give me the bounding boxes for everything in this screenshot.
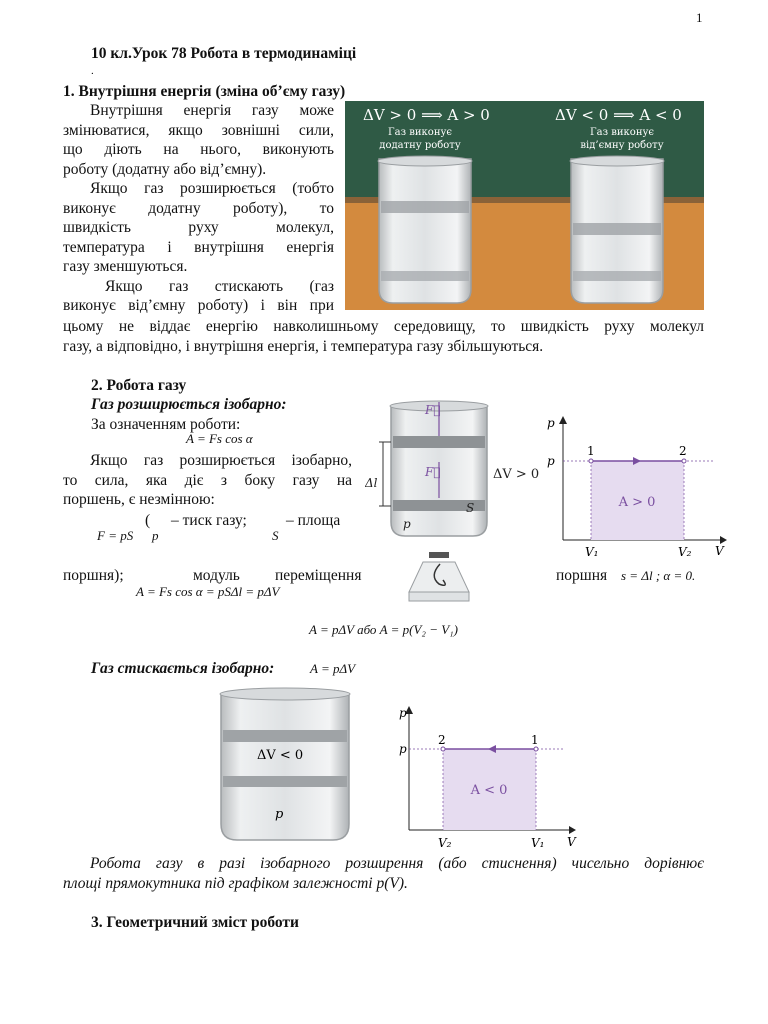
text-line: Внутрішня енергія газу може [90,102,334,119]
work-definition-line: За означенням роботи: [91,416,241,433]
board-left-formula: ΔV > 0 ⟹ A > 0 [363,106,490,124]
compression-beaker-illustration [215,684,360,844]
text-fragment: поршня [556,567,608,584]
work-area-label: A > 0 [618,495,656,510]
section1-text [63,101,334,316]
board-left-caption: Газ виконує [388,127,452,138]
v-axis-label: V [715,544,724,558]
section2-heading: 2. Робота газу [91,377,187,394]
force-label: F⃗ [425,465,441,479]
text-line: Якщо газ розширюється (тобто [90,180,334,197]
text-line: швидкість руху молекул, [63,219,334,236]
text-line: цьому не віддає енергію навколишньому середовищу, то швидкість руху молекул [63,318,704,335]
area-note [63,854,704,893]
v1-label: V₁ [585,545,599,559]
section1-heading: 1. Внутрішня енергія (зміна об’єму газу) [63,83,346,100]
board-right-caption: Газ виконує [590,127,654,138]
compression-formula: A = pΔV [310,661,356,676]
text-line: то сила, яка діє з боку газу на [63,471,352,489]
text-line: температура і внутрішня енергія [63,238,334,256]
p-axis-label: p [399,706,407,720]
p-level-label: p [399,742,407,756]
work-chain-formula: A = Fs cos α = pSΔl = pΔV [136,584,280,599]
text-line: газу зменшуються. [63,258,188,275]
section1-text-wide [63,317,704,356]
text-fragment: модуль [193,567,240,584]
v1-label: V₁ [531,836,545,850]
text-fragment: – тиск газу; [171,512,247,529]
board-left-caption: додатну роботу [379,140,461,151]
text-line: змінюватися, якщо зовнішні сили, [63,121,334,139]
formula-p: p [152,528,159,543]
isobaric-expansion-subheading: Газ розширюється ізобарно: [91,396,287,413]
text-line: Робота газу в разі ізобарного розширення (або стиснення) чисельно дорівнює [90,855,704,872]
text-line: Якщо газ розширюється ізобарно, [90,452,352,469]
work-formula: A = Fs cos α [186,431,253,446]
point-label: 2 [679,444,687,458]
text-line: площі прямокутника під графіком залежності p(V). [63,874,408,892]
text-line: що діють на нього, виконують [63,141,334,158]
force-formula: F = pS [97,528,134,543]
chalkboard-illustration [345,101,704,310]
page-title: 10 кл.Урок 78 Робота в термодинаміці [91,45,357,62]
v2-label: V₂ [438,836,452,850]
title-dot: . [91,65,94,77]
point-label: 1 [587,444,595,458]
text-fragment: переміщення [275,567,362,584]
text-line: Якщо газ стискають (газ [105,277,334,295]
text-line: виконує додатну роботу), то [63,199,334,217]
page-number: 1 [696,10,703,25]
text-fragment: ( [145,512,151,529]
text-line: поршень, є незмінною: [63,491,215,508]
p-axis-label: p [547,416,555,430]
v2-label: V₂ [678,545,692,559]
force-label: F⃗ [425,403,441,417]
right-beaker [570,156,664,303]
isobaric-compression-subheading: Газ стискається ізобарно: [91,660,275,677]
dl-label: Δl [365,476,378,490]
text-fragment: – площа [286,512,341,529]
piston-beaker-illustration [365,394,550,626]
area-S-label: S [466,501,475,515]
dv-negative-label: ΔV < 0 [257,748,304,763]
pressure-label: p [275,807,284,822]
text-line: виконує від’ємну роботу) і він при [63,297,334,314]
point-label: 1 [531,733,539,747]
burner-icon [409,552,469,601]
v-axis-label: V [567,835,576,849]
work-result-formula: A = pΔV або A = p(V₂ − V₁) [309,622,459,637]
board-right-formula: ΔV < 0 ⟹ A < 0 [555,106,682,124]
text-line: роботу (додатну або від’ємну). [63,160,267,178]
pv-graph-compression [365,700,585,852]
point-label: 2 [438,733,446,747]
pressure-label: p [403,517,411,531]
section3-heading: 3. Геометричний зміст роботи [91,914,299,931]
pv-graph-expansion [545,410,730,560]
dv-positive-label: ΔV > 0 [493,467,540,482]
board-right-caption: від’ємну роботу [580,140,664,151]
section2-text [63,451,352,510]
text-fragment: поршня); [63,567,124,584]
text-line: газу, а відповідно, і внутрішня енергія, і температура газу збільшуються. [63,337,544,355]
p-level-label: p [547,454,555,468]
displacement-formula: s = Δl ; α = 0. [621,568,696,583]
formula-S: S [272,528,279,543]
work-area-label: A < 0 [470,783,508,798]
left-beaker [378,156,472,303]
